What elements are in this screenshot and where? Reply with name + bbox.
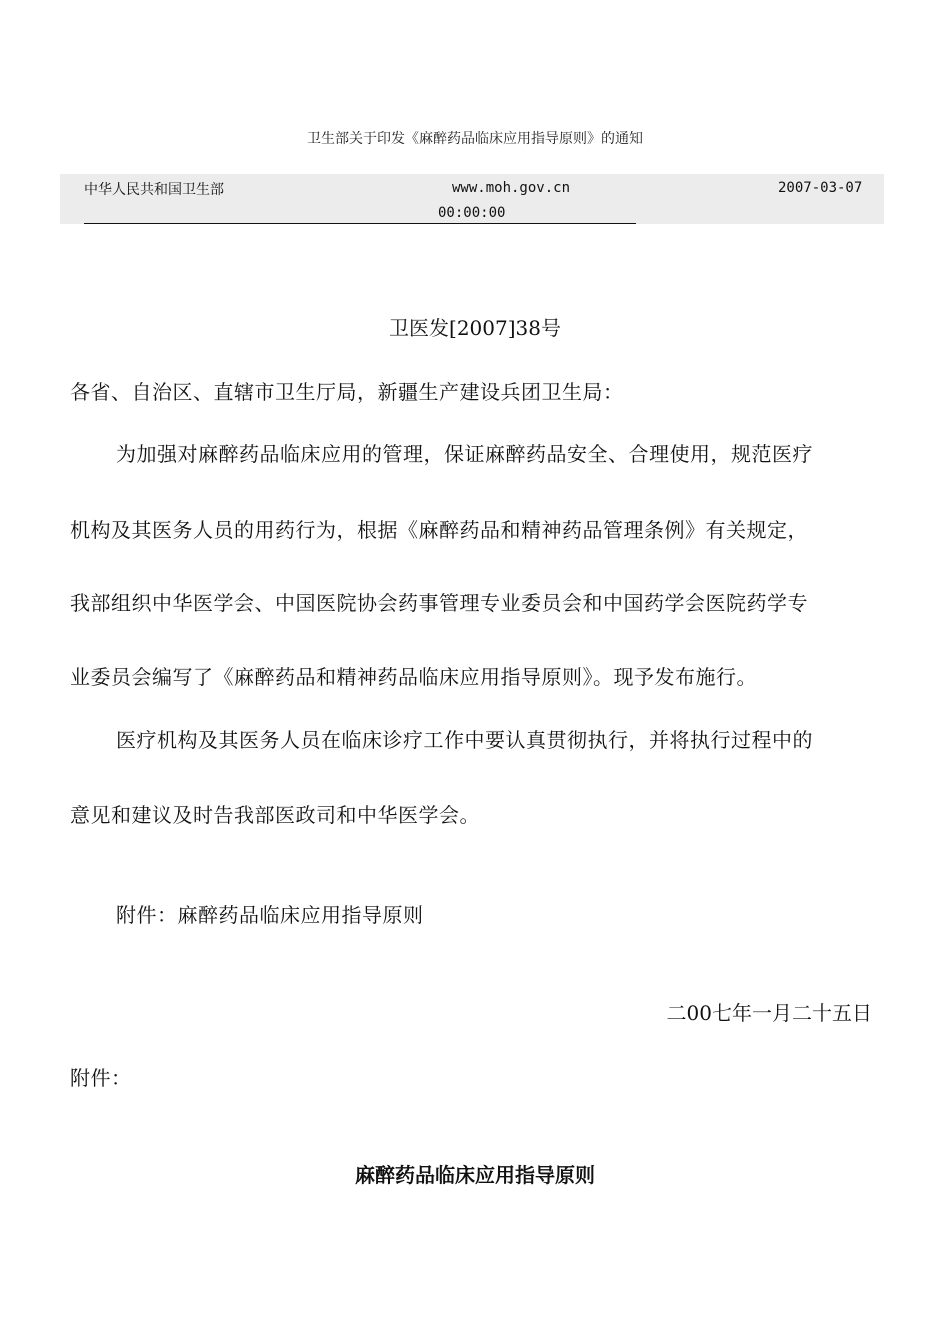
- source-label: 中华人民共和国卫生部: [84, 182, 224, 198]
- publish-date: 2007-03-07: [778, 180, 863, 196]
- guideline-title: 麻醉药品临床应用指导原则: [355, 1163, 595, 1187]
- attachment-label: 附件：: [70, 1066, 132, 1090]
- header-divider: [84, 223, 636, 224]
- paragraph-1-line-2: 机构及其医务人员的用药行为，根据《麻醉药品和精神药品管理条例》有关规定，: [70, 518, 808, 542]
- paragraph-2-line-2: 意见和建议及时告我部医政司和中华医学会。: [70, 803, 480, 827]
- addressee: 各省、自治区、直辖市卫生厅局，新疆生产建设兵团卫生局：: [70, 380, 624, 404]
- paragraph-1-line-1: 为加强对麻醉药品临床应用的管理，保证麻醉药品安全、合理使用，规范医疗: [116, 442, 813, 466]
- paragraph-2-line-1: 医疗机构及其医务人员在临床诊疗工作中要认真贯彻执行，并将执行过程中的: [116, 728, 813, 752]
- paragraph-1-line-4: 业委员会编写了《麻醉药品和精神药品临床应用指导原则》。现予发布施行。: [70, 665, 757, 689]
- publish-time: 00:00:00: [438, 205, 506, 221]
- document-title: 卫生部关于印发《麻醉药品临床应用指导原则》的通知: [307, 131, 643, 147]
- document-number: 卫医发[2007]38号: [389, 316, 561, 340]
- attachment-note: 附件：麻醉药品临床应用指导原则: [116, 903, 424, 927]
- paragraph-1-line-3: 我部组织中华医学会、中国医院协会药事管理专业委员会和中国药学会医院药学专: [70, 591, 808, 615]
- signature-date: 二00七年一月二十五日: [666, 1001, 872, 1025]
- source-url[interactable]: www.moh.gov.cn: [452, 180, 571, 196]
